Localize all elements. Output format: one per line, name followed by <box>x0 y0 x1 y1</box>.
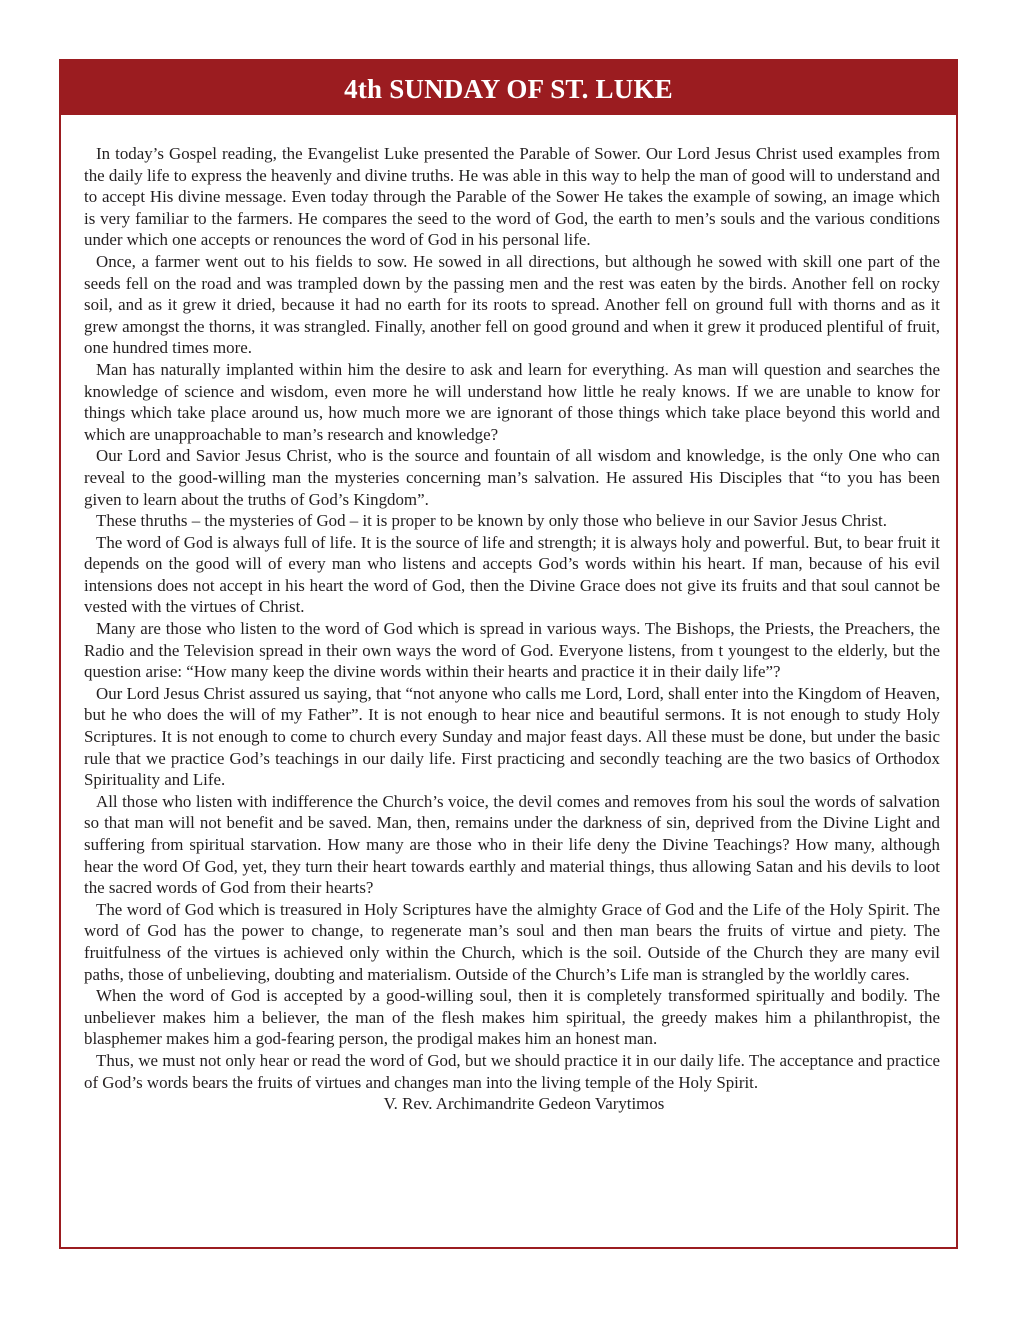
paragraph: Once, a farmer went out to his fields to sow. He sowed in all directions, but although he sowed with skill one part of the seeds fell on the road and was trampled down by the passing men and the rest was eaten by the birds. Another fell on rocky soil, and as it grew it dried, because it had no earth for its roots to spread. Another fell on ground full with thorns and as it grew amongst the thorns, it was strangled. Finally, another fell on good ground and when it grew it produced plentiful of fruit, one hundred times more. <box>84 251 940 358</box>
page-title: 4th SUNDAY OF ST. LUKE <box>344 73 673 104</box>
paragraph: Thus, we must not only hear or read the word of God, but we should practice it in our daily life. The acceptance and practice of God’s words bears the fruits of virtues and changes man into the living temple of the Holy Spirit. <box>84 1050 940 1092</box>
paragraph: These thruths – the mysteries of God – it is proper to be known by only those who believe in our Savior Jesus Christ. <box>96 511 887 531</box>
article-body <box>84 143 940 1115</box>
title-banner <box>61 61 956 115</box>
paragraph: The word of God which is treasured in Holy Scriptures have the almighty Grace of God and the Life of the Holy Spirit. The word of God has the power to change, to regenerate man’s soul and then man bears the fruits of virtue and piety. The fruitfulness of the virtues is achieved only within the Church, which is the soil. Outside of the Church they are many evil paths, those of unbelieving, doubting and materialism. Outside of the Church’s Life man is strangled by the worldly cares. <box>84 899 940 984</box>
paragraph: Our Lord Jesus Christ assured us saying, that “not anyone who calls me Lord, Lord, shall enter into the Kingdom of Heaven, but he who does the will of my Father”. It is not enough to hear nice and beautiful sermons. It is not enough to study Holy Scriptures. It is not enough to come to church every Sunday and major feast days. All these must be done, but under the basic rule that we practice God’s teachings in our daily life. First practicing and secondly teaching are the two basics of Orthodox Spirituality and Life. <box>84 683 940 790</box>
paragraph: The word of God is always full of life. It is the source of life and strength; it is always holy and powerful. But, to bear fruit it depends on the good will of every man who listens and accepts God’s words within his heart. If man, because of his evil intensions does not accept in his heart the word of God, then the Divine Grace does not give its fruits and that soul cannot be vested with the virtues of Christ. <box>84 532 940 617</box>
paragraph: Many are those who listen to the word of God which is spread in various ways. The Bishops, the Priests, the Preachers, the Radio and the Television spread in their own ways the word of God. Everyone listens, from t youngest to the elderly, but the question arise: “How many keep the divine words within their hearts and practice it in their daily life”? <box>84 619 940 682</box>
paragraph: Our Lord and Savior Jesus Christ, who is the source and fountain of all wisdom and knowledge, is the only One who can reveal to the good-willing man the mysteries concerning man’s salvation. He assured His Disciples that “to you has been given to learn about the truths of God’s Kingdom”. <box>84 446 940 509</box>
paragraph: When the word of God is accepted by a good-willing soul, then it is completely transformed spiritually and bodily. The unbeliever makes him a believer, the man of the flesh makes him spiritual, the greedy makes him a philanthropist, the blasphemer makes him a god-fearing person, the prodigal makes him an honest man. <box>84 986 940 1049</box>
paragraph: Man has naturally implanted within him the desire to ask and learn for everything. As man will question and searches the knowledge of science and wisdom, even more he will understand how little he realy knows. If we are unable to know for things which take place around us, how much more we are ignorant of those things which take place beyond this world and which are unapproachable to man’s research and knowledge? <box>84 359 940 444</box>
paragraph: All those who listen with indifference the Church’s voice, the devil comes and removes from his soul the words of salvation so that man will not benefit and be saved. Man, then, remains under the darkness of sin, deprived from the Divine Light and suffering from spiritual starvation. How many are those who in their life deny the Divine Teachings? How many, although hear the word Of God, yet, they turn their heart towards earthly and material things, thus allowing Satan and his devils to loot the sacred words of God from their hearts? <box>84 791 940 898</box>
paragraph: In today’s Gospel reading, the Evangelist Luke presented the Parable of Sower. Our Lord Jesus Christ used examples from the daily life to express the heavenly and divine truths. He was able in this way to help the man of good will to understand and to accept His divine message. Even today through the Parable of the Sower He takes the example of sowing, an image which is very familiar to the farmers. He compares the seed to the word of God, the earth to men’s souls and the various conditions under which one accepts or renounces the word of God in his personal life. <box>84 144 940 250</box>
author-signature: V. Rev. Archimandrite Gedeon Varytimos <box>383 1094 665 1114</box>
article-frame <box>59 59 958 1249</box>
